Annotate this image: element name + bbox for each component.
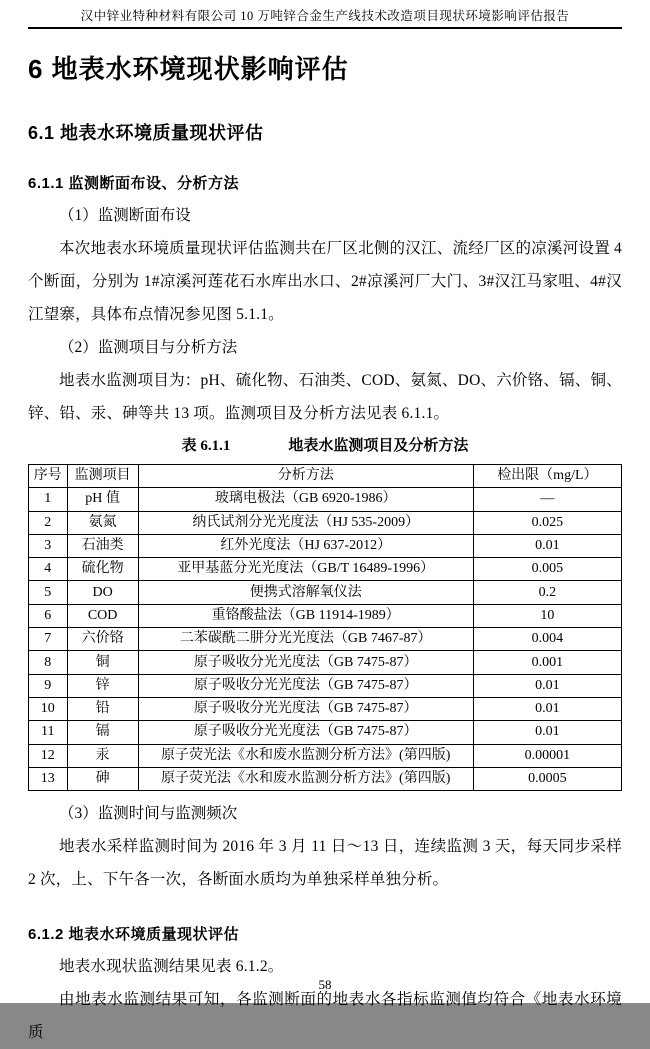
table-cell: 0.01 xyxy=(473,721,621,744)
table-caption xyxy=(28,434,622,458)
table-cell: 纳氏试剂分光光度法（HJ 535-2009） xyxy=(138,511,473,534)
section-heading-6-1: 6.1 地表水环境质量现状评估 xyxy=(28,123,264,143)
table-caption-title: 地表水监测项目及分析方法 xyxy=(288,438,469,454)
table-cell: 5 xyxy=(29,581,68,604)
item-1-paragraph: 本次地表水环境质量现状评估监测共在厂区北侧的汉江、流经厂区的凉溪河设置 4 个断面，分别为 1#凉溪河莲花石水库出水口、2#凉溪河厂大门、3#汉江马家咀、4#汉江望寨，具体布点情况参见图 5.1.1。 xyxy=(28,240,622,323)
table-cell: 1 xyxy=(29,488,68,511)
table-cell: 4 xyxy=(29,558,68,581)
table-cell: 0.005 xyxy=(473,558,621,581)
table-cell: 原子吸收分光光度法（GB 7475-87） xyxy=(138,721,473,744)
table-row xyxy=(29,744,622,767)
results-summary-paragraph: 由地表水监测结果可知，各监测断面的地表水各指标监测值均符合《地表水环境质 xyxy=(28,991,622,1042)
table-cell: 13 xyxy=(29,767,68,790)
table-cell: DO xyxy=(67,581,138,604)
table-row xyxy=(29,558,622,581)
table-row xyxy=(29,767,622,790)
subsection-heading-6-1-2: 6.1.2 地表水环境质量现状评估 xyxy=(28,926,240,944)
column-header-no: 序号 xyxy=(29,465,68,488)
table-caption-label: 表 6.1.1 xyxy=(181,438,231,454)
column-header-method: 分析方法 xyxy=(138,465,473,488)
monitoring-methods-table xyxy=(28,464,622,791)
table-row xyxy=(29,651,622,674)
table-cell: pH 值 xyxy=(67,488,138,511)
table-cell: 原子荧光法《水和废水监测分析方法》(第四版) xyxy=(138,744,473,767)
chapter-heading: 6 地表水环境现状影响评估 xyxy=(28,54,349,84)
table-cell: 11 xyxy=(29,721,68,744)
table-cell: 0.01 xyxy=(473,534,621,557)
column-header-item: 监测项目 xyxy=(67,465,138,488)
table-cell: 12 xyxy=(29,744,68,767)
table-row xyxy=(29,604,622,627)
table-header-row xyxy=(29,465,622,488)
table-cell: 氨氮 xyxy=(67,511,138,534)
table-row xyxy=(29,628,622,651)
table-row xyxy=(29,581,622,604)
table-cell: 六价铬 xyxy=(67,628,138,651)
table-cell: 亚甲基蓝分光光度法（GB/T 16489-1996） xyxy=(138,558,473,581)
item-3-paragraph: 地表水采样监测时间为 2016 年 3 月 11 日～13 日，连续监测 3 天，每天同步采样 2 次，上、下午各一次，各断面水质均为单独采样单独分析。 xyxy=(28,838,622,889)
table-row xyxy=(29,697,622,720)
table-cell: 铅 xyxy=(67,697,138,720)
table-cell: 二苯碳酰二肼分光光度法（GB 7467-87） xyxy=(138,628,473,651)
table-cell: 2 xyxy=(29,511,68,534)
table-cell: 0.004 xyxy=(473,628,621,651)
item-1-title: （1）监测断面布设 xyxy=(59,207,191,224)
item-2-title: （2）监测项目与分析方法 xyxy=(59,339,238,356)
table-cell: 汞 xyxy=(67,744,138,767)
item-3-title: （3）监测时间与监测频次 xyxy=(59,805,238,823)
running-header: 汉中锌业特种材料有限公司 10 万吨锌合金生产线技术改造项目现状环境影响评估报告 xyxy=(28,0,622,29)
table-cell: 原子吸收分光光度法（GB 7475-87） xyxy=(138,651,473,674)
table-cell: 0.0005 xyxy=(473,767,621,790)
table-cell: 原子吸收分光光度法（GB 7475-87） xyxy=(138,674,473,697)
table-cell: COD xyxy=(67,604,138,627)
table-cell: — xyxy=(473,488,621,511)
table-cell: 0.025 xyxy=(473,511,621,534)
table-cell: 重铬酸盐法（GB 11914-1989） xyxy=(138,604,473,627)
table-cell: 锌 xyxy=(67,674,138,697)
table-cell: 原子吸收分光光度法（GB 7475-87） xyxy=(138,697,473,720)
table-cell: 原子荧光法《水和废水监测分析方法》(第四版) xyxy=(138,767,473,790)
table-cell: 红外光度法（HJ 637-2012） xyxy=(138,534,473,557)
table-body xyxy=(29,488,622,791)
table-cell: 0.00001 xyxy=(473,744,621,767)
table-cell: 6 xyxy=(29,604,68,627)
table-cell: 10 xyxy=(473,604,621,627)
item-2-paragraph: 地表水监测项目为：pH、硫化物、石油类、COD、氨氮、DO、六价铬、镉、铜、锌、铅、汞、砷等共 13 项。监测项目及分析方法见表 6.1.1。 xyxy=(28,372,622,422)
table-cell: 7 xyxy=(29,628,68,651)
table-cell: 0.001 xyxy=(473,651,621,674)
results-reference-paragraph: 地表水现状监测结果见表 6.1.2。 xyxy=(59,958,284,976)
table-cell: 0.01 xyxy=(473,697,621,720)
table-row xyxy=(29,721,622,744)
table-cell: 0.01 xyxy=(473,674,621,697)
table-row xyxy=(29,534,622,557)
table-cell: 9 xyxy=(29,674,68,697)
table-cell: 硫化物 xyxy=(67,558,138,581)
table-row xyxy=(29,488,622,511)
table-cell: 8 xyxy=(29,651,68,674)
table-cell: 3 xyxy=(29,534,68,557)
table-cell: 石油类 xyxy=(67,534,138,557)
table-row xyxy=(29,674,622,697)
table-cell: 砷 xyxy=(67,767,138,790)
table-row xyxy=(29,511,622,534)
page-number: 58 xyxy=(318,977,332,992)
table-cell: 0.2 xyxy=(473,581,621,604)
column-header-limit: 检出限（mg/L） xyxy=(473,465,621,488)
table-cell: 10 xyxy=(29,697,68,720)
table-cell: 便携式溶解氧仪法 xyxy=(138,581,473,604)
subsection-heading-6-1-1: 6.1.1 监测断面布设、分析方法 xyxy=(28,175,240,192)
table-cell: 玻璃电极法（GB 6920-1986） xyxy=(138,488,473,511)
table-cell: 镉 xyxy=(67,721,138,744)
table-cell: 铜 xyxy=(67,651,138,674)
